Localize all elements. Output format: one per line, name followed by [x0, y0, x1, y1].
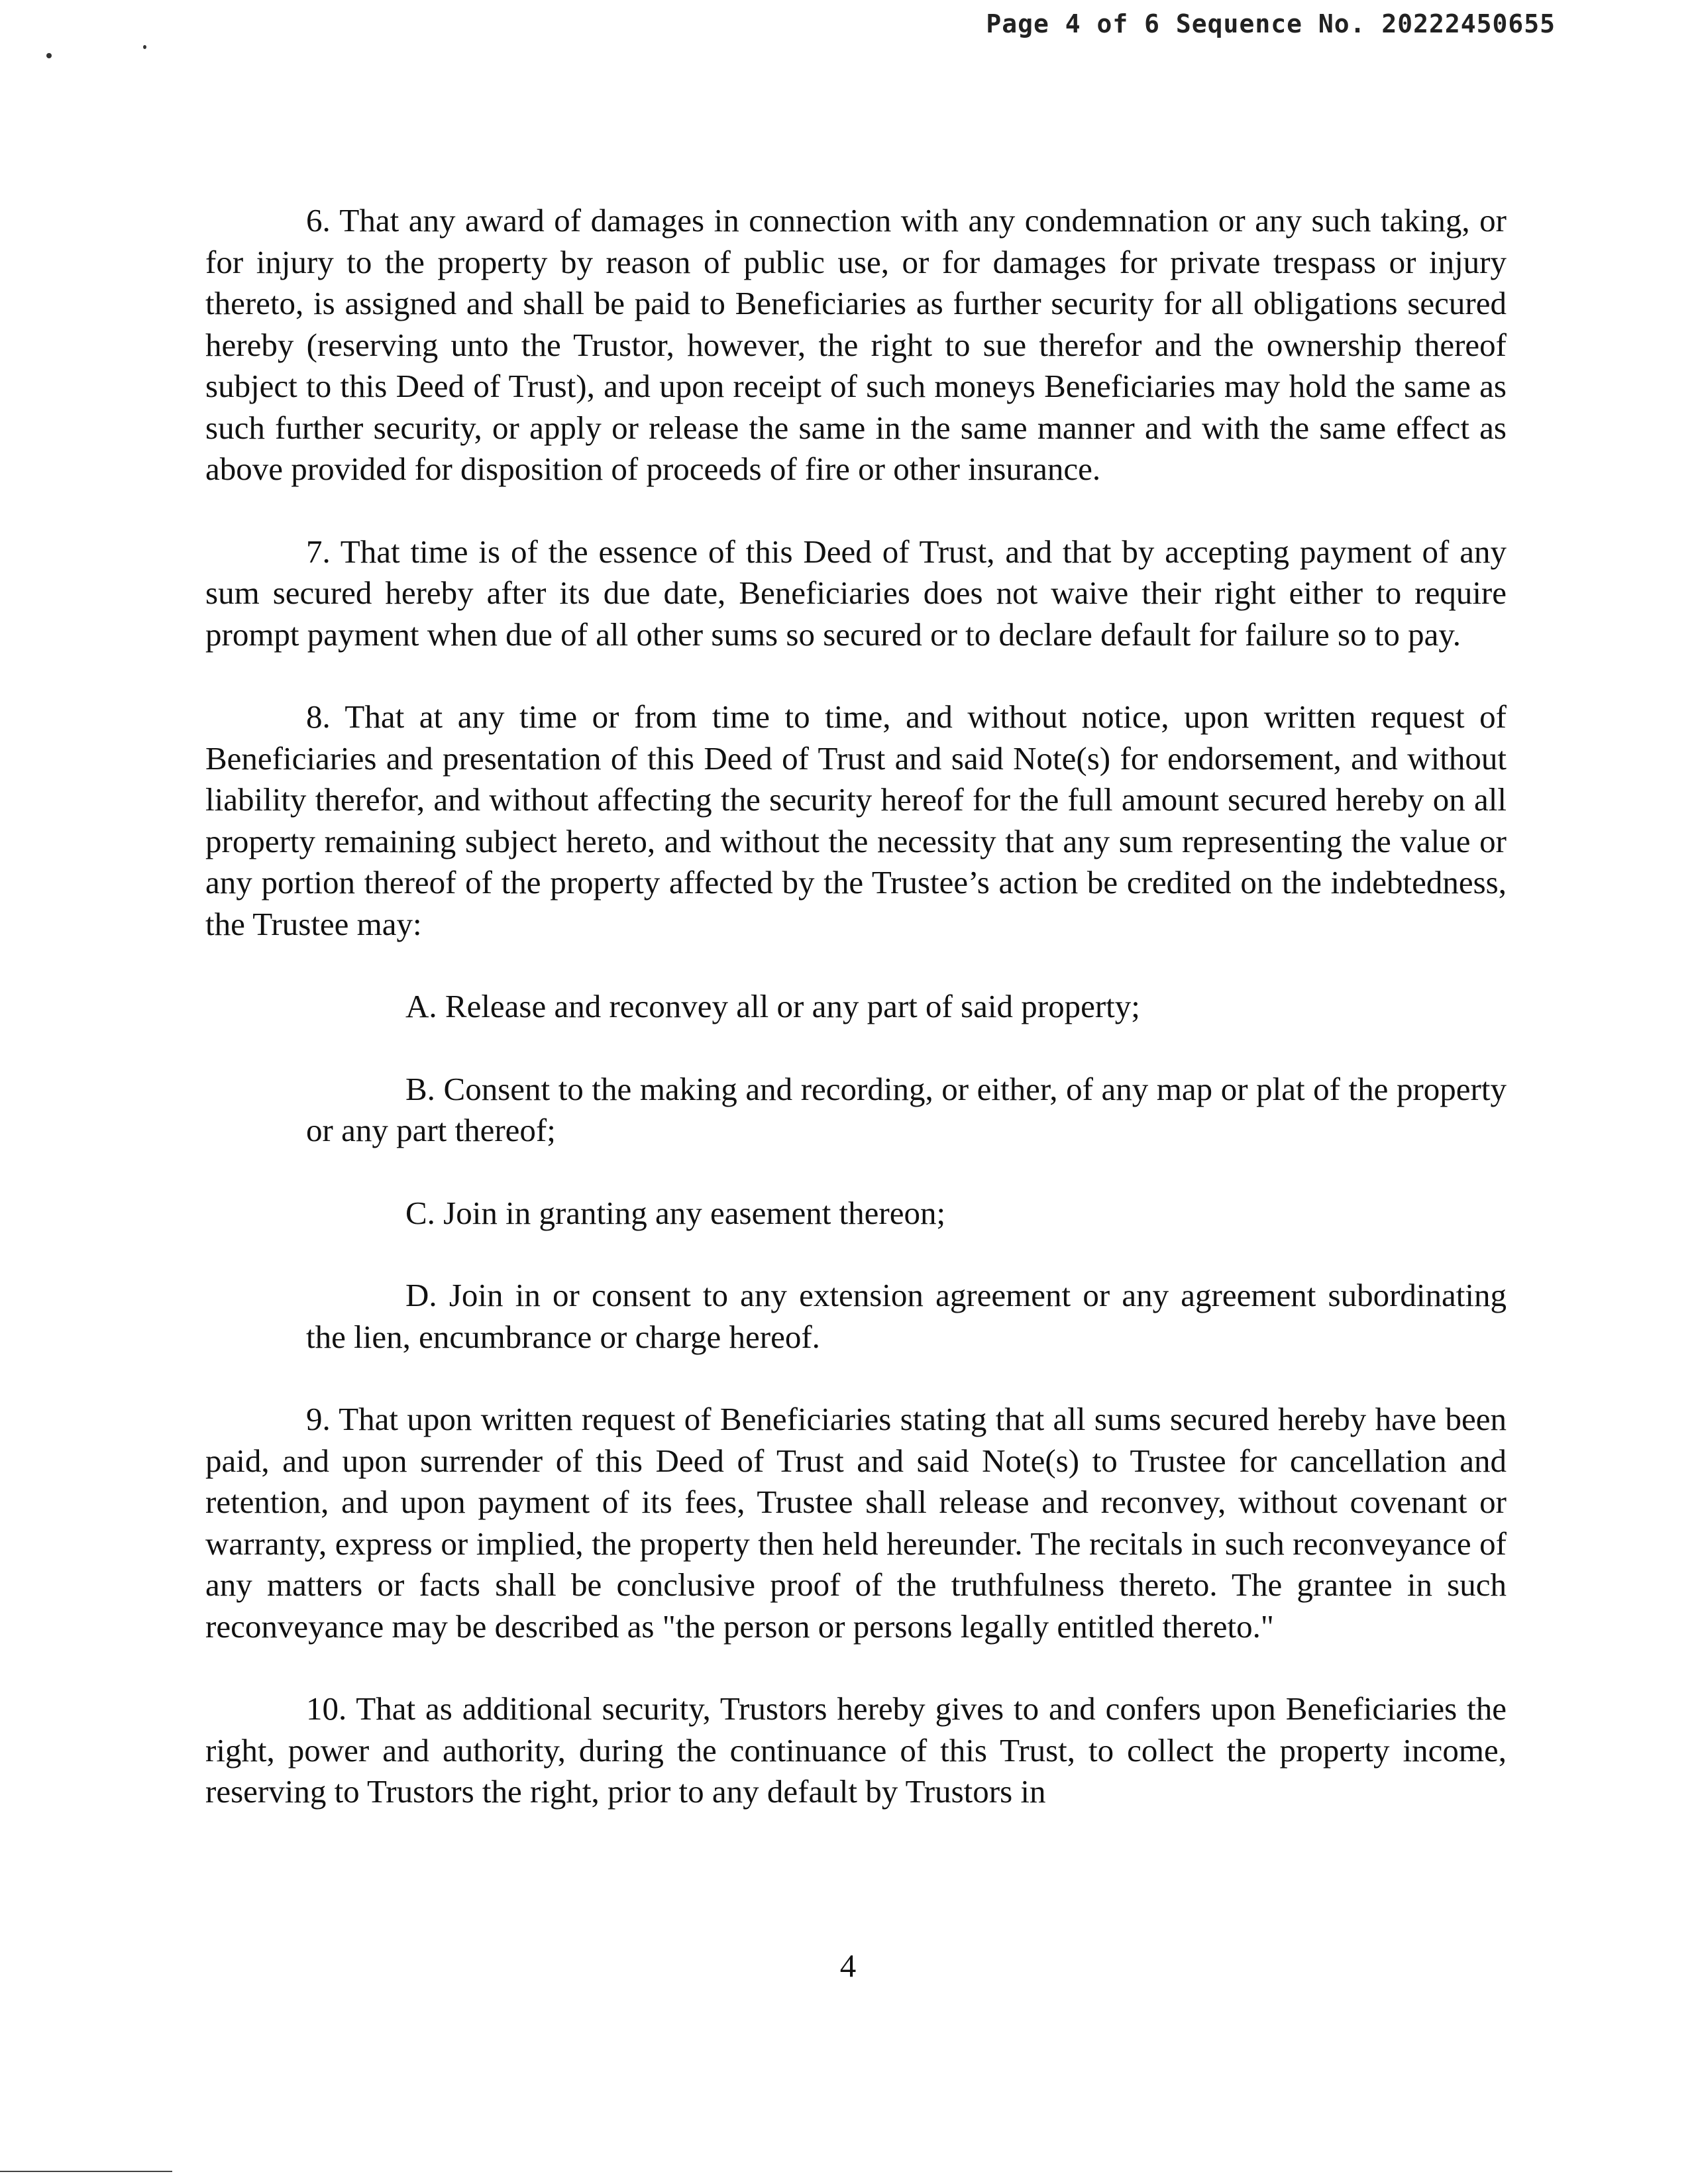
page-sequence-header: Page 4 of 6 Sequence No. 20222450655 [986, 9, 1556, 38]
paragraph-8-item-a: A. Release and reconvey all or any part of said property; [405, 988, 1140, 1024]
paragraph-6: 6. That any award of damages in connection with any condemnation or any such taking, or for injury to the property by reason of public use, or for damages for private trespass or injury thereto, is assigned and shall be paid to Beneficiaries as further security for all obligations secured hereby (reserving unto the Trustor, however, the right to sue therefor and the ownership thereof subject to this Deed of Trust), and upon receipt of such moneys Beneficiaries may hold the same as such further security, or apply or release the same in the same manner and with the same effect as above provided for disposition of proceeds of fire or other insurance. [205, 202, 1507, 487]
document-body [205, 200, 1507, 1854]
paragraph-10: 10. That as additional security, Trustors hereby gives to and confers upon Beneficiaries the right, power and authority, during the continuance of this Trust, to collect the property income, reserving to Trustors the right, prior to any default by Trustors in [205, 1690, 1507, 1810]
page-number: 4 [839, 1947, 857, 1984]
footer-rule [0, 2171, 172, 2172]
paragraph-8-item-c: C. Join in granting any easement thereon; [405, 1194, 946, 1231]
scan-speck-dot [46, 53, 52, 58]
paragraph-9: 9. That upon written request of Beneficiaries stating that all sums secured hereby have been paid, and upon surrender of this Deed of Trust and said Note(s) to Trustee for cancellation and retention, and upon payment of its fees, Trustee shall release and reconvey, without covenant or warranty, express or implied, the property then held hereunder. The recitals in such reconveyance of any matters or facts shall be conclusive proof of the truthfulness thereto. The grantee in such reconveyance may be described as "the person or persons legally entitled thereto." [205, 1401, 1507, 1645]
paragraph-7: 7. That time is of the essence of this Deed of Trust, and that by accepting payment of any sum secured hereby after its due date, Beneficiaries does not waive their right either to require prompt payment when due of all other sums so secured or to declare default for failure so to pay. [205, 533, 1507, 653]
paragraph-8: 8. That at any time or from time to time, and without notice, upon written request of Beneficiaries and presentation of this Deed of Trust and said Note(s) for endorsement, and without liability therefor, and without affecting the security hereof for the full amount secured hereby on all property remaining subject hereto, and without the necessity that any sum representing the value or any portion thereof of the property affected by the Trustee’s action be credited on the indebtedness, the Trustee may: [205, 698, 1507, 942]
paragraph-8-item-b: B. Consent to the making and recording, or either, of any map or plat of the property or any part thereof; [306, 1070, 1507, 1148]
scan-speck-dot [143, 45, 146, 49]
paragraph-8-item-d: D. Join in or consent to any extension agreement or any agreement subordinating the lien, encumbrance or charge hereof. [306, 1277, 1507, 1355]
